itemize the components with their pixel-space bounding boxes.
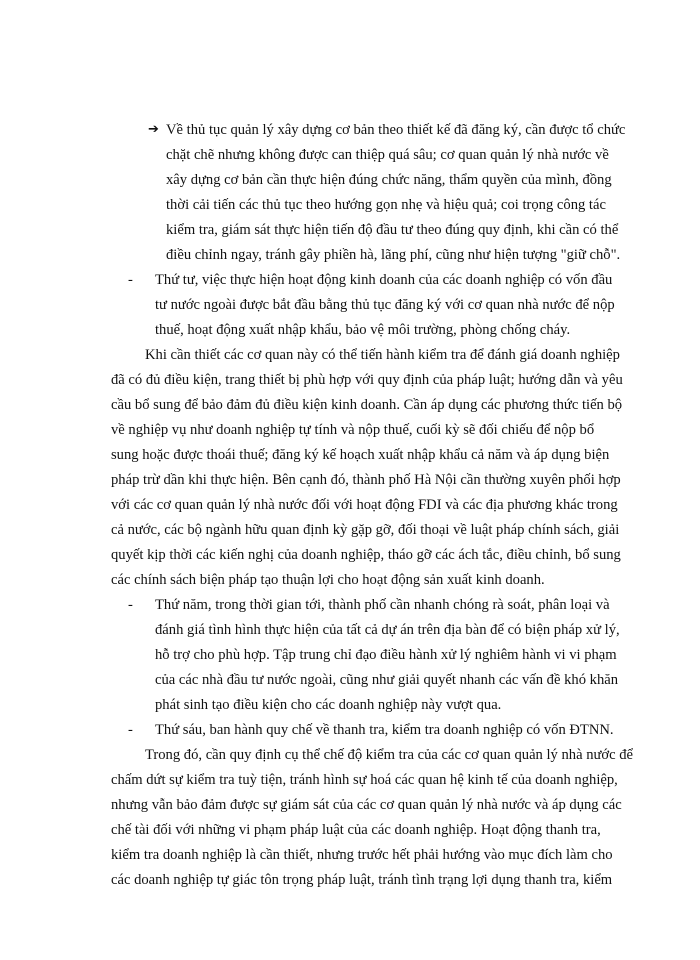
text-line: đã có đủ điều kiện, trang thiết bị phù hợp với quy định của pháp luật; hướng dẫn và yêu <box>111 372 623 388</box>
dash-bullet: - <box>128 722 133 738</box>
text-line: kiểm tra, giám sát thực hiện tiến độ đầu tư theo đúng quy định, khi cần có thể <box>166 222 619 238</box>
text-line: quyết kịp thời các kiến nghị của doanh nghiệp, tháo gỡ các ách tắc, điều chỉnh, bổ sung <box>111 547 621 563</box>
text-line: với các cơ quan quản lý nhà nước đối với hoạt động FDI và các địa phương khác trong <box>111 497 618 513</box>
text-line: pháp trừ dần khi thực hiện. Bên cạnh đó, thành phố Hà Nội cần thường xuyên phối hợp <box>111 472 621 488</box>
text-line: Thứ tư, việc thực hiện hoạt động kinh doanh của các doanh nghiệp có vốn đầu <box>155 272 613 288</box>
text-line: xây dựng cơ bản cần thực hiện đúng chức năng, thẩm quyền của mình, đồng <box>166 172 612 188</box>
text-line: sung hoặc được thoái thuế; đăng ký kế hoạch xuất nhập khẩu cả năm và áp dụng biện <box>111 447 610 463</box>
dash-bullet: - <box>128 597 133 613</box>
text-line: phát sinh tạo điều kiện cho các doanh nghiệp này vượt qua. <box>155 697 502 713</box>
text-line: Thứ năm, trong thời gian tới, thành phố cần nhanh chóng rà soát, phân loại và <box>155 597 610 613</box>
text-line: các chính sách biện pháp tạo thuận lợi cho hoạt động sản xuất kinh doanh. <box>111 572 545 588</box>
text-line: về nghiệp vụ như doanh nghiệp tự tính và nộp thuế, cuối kỳ sẽ đối chiếu để nộp bổ <box>111 422 595 438</box>
text-line: nhưng vẫn bảo đảm được sự giám sát của các cơ quan quản lý nhà nước và áp dụng các <box>111 797 622 813</box>
text-line: thời cải tiến các thủ tục theo hướng gọn nhẹ và hiệu quả; coi trọng công tác <box>166 197 606 213</box>
text-line: các doanh nghiệp tự giác tôn trọng pháp luật, tránh tình trạng lợi dụng thanh tra, kiểm <box>111 872 613 888</box>
text-line: Khi cần thiết các cơ quan này có thể tiến hành kiểm tra để đánh giá doanh nghiệp <box>145 347 620 363</box>
text-line: cầu bổ sung để bảo đảm đủ điều kiện kinh doanh. Cần áp dụng các phương thức tiến bộ <box>111 397 623 413</box>
text-line: hỗ trợ cho phù hợp. Tập trung chỉ đạo điều hành xử lý nghiêm hành vi vi phạm <box>155 647 617 663</box>
text-line: Về thủ tục quản lý xây dựng cơ bản theo thiết kế đã đăng ký, cần được tổ chức <box>166 122 626 138</box>
text-line: cả nước, các bộ ngành hữu quan định kỳ gặp gỡ, đối thoại về luật pháp chính sách, giải <box>111 522 620 538</box>
arrow-bullet-icon: ➔ <box>148 122 159 137</box>
text-line: của các nhà đầu tư nước ngoài, cũng như giải quyết nhanh các vấn đề khó khăn <box>155 672 619 688</box>
text-line: Trong đó, cần quy định cụ thể chế độ kiểm tra của các cơ quan quản lý nhà nước để <box>145 747 634 763</box>
text-line: chấm dứt sự kiểm tra tuỳ tiện, tránh hình sự hoá các quan hệ kinh tế của doanh nghiệp, <box>111 772 618 788</box>
text-line: Thứ sáu, ban hành quy chế về thanh tra, kiểm tra doanh nghiệp có vốn ĐTNN. <box>155 722 614 738</box>
text-line: kiểm tra doanh nghiệp là cần thiết, nhưng trước hết phải hướng vào mục đích làm cho <box>111 847 613 863</box>
text-line: đánh giá tình hình thực hiện của tất cả dự án trên địa bàn để có biện pháp xử lý, <box>155 622 620 638</box>
text-line: chế tài đối với những vi phạm pháp luật của các doanh nghiệp. Hoạt động thanh tra, <box>111 822 601 838</box>
dash-bullet: - <box>128 272 133 288</box>
text-line: tư nước ngoài được bắt đầu bằng thủ tục đăng ký với cơ quan nhà nước để nộp <box>155 297 615 313</box>
text-line: thuế, hoạt động xuất nhập khẩu, bảo vệ môi trường, phòng chống cháy. <box>155 322 571 338</box>
text-line: chặt chẽ nhưng không được can thiệp quá sâu; cơ quan quản lý nhà nước về <box>166 147 609 163</box>
text-line: điều chỉnh ngay, tránh gây phiền hà, lãng phí, cũng như hiện tượng "giữ chỗ". <box>166 247 621 263</box>
